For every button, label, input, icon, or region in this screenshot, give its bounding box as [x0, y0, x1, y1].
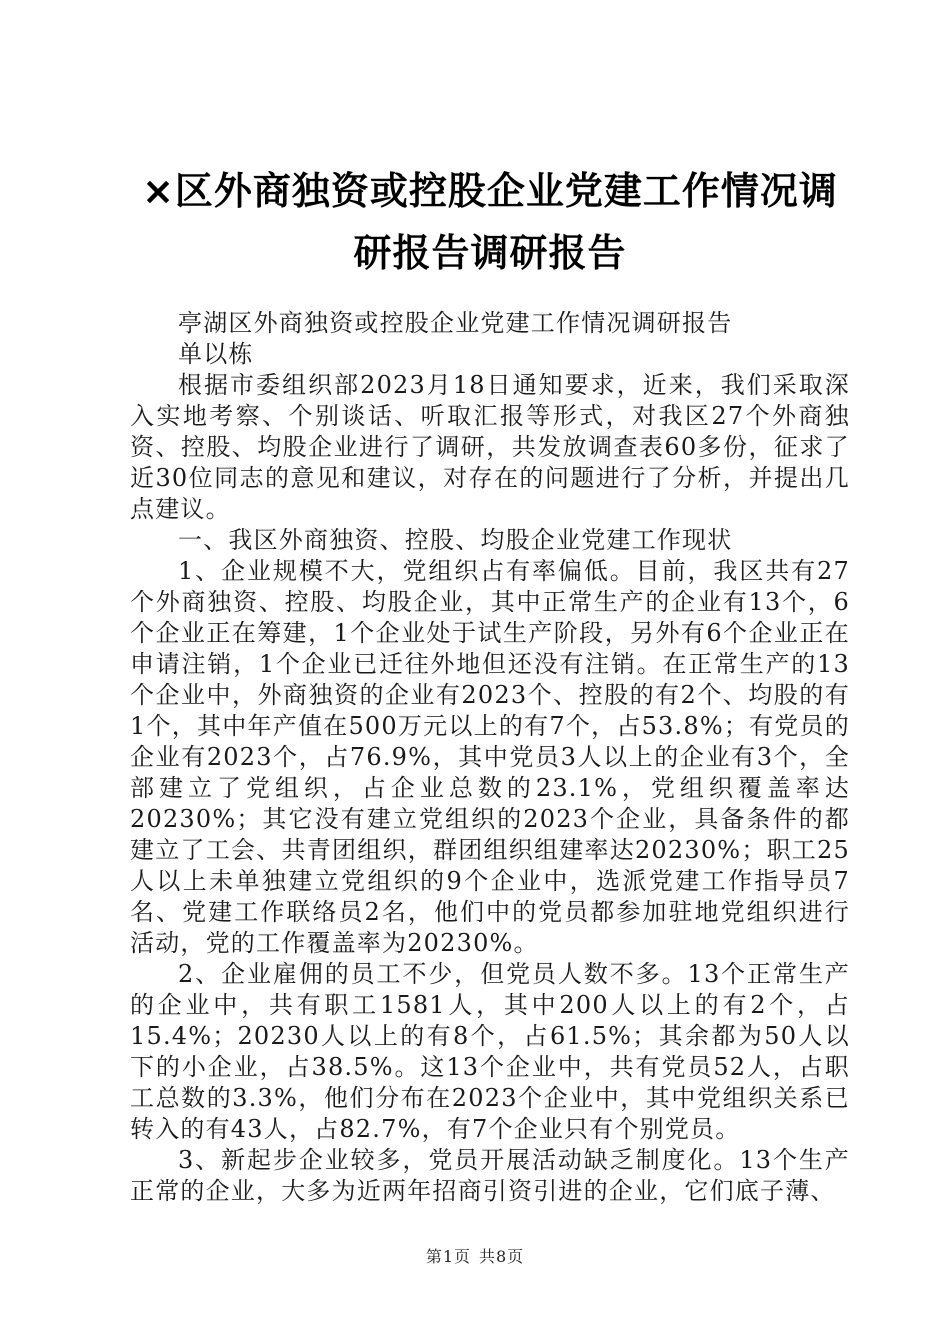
document-title: ×区外商独资或控股企业党建工作情况调研报告调研报告	[142, 169, 838, 275]
body-paragraph: 3、新起步企业较多，党员开展活动缺乏制度化。13个生产正常的企业，大多为近两年招商引资引进的企业，它们底子薄、	[130, 1146, 850, 1205]
page-footer	[0, 1244, 950, 1267]
report-subtitle: 亭湖区外商独资或控股企业党建工作情况调研报告	[178, 309, 733, 337]
author-name: 单以栋	[178, 340, 254, 368]
document-body	[130, 308, 850, 1207]
page-number: 第1页	[425, 1247, 471, 1266]
body-paragraph: 1、企业规模不大，党组织占有率偏低。目前，我区共有27个外商独资、控股、均股企业，其中正常生产的企业有13个，6个企业正在筹建，1个企业处于试生产阶段，另外有6个企业正在申请注销，1个企业已迁往外地但还没有注销。在正常生产的13个企业中，外商独资的企业有2023个、控股的有2个、均股的有1个，其中年产值在500万元以上的有7个，占53.8%；有党员的企业有2023个，占76.9%，其中党员3人以上的企业有3个，全部建立了党组织，占企业总数的23.1%，党组织覆盖率达20230%；其它没有建立党组织的2023个企业，具备条件的都建立了工会、共青团组织，群团组织组建率达20230%；职工25人以上未单独建立党组织的9个企业中，选派党建工作指导员7名、党建工作联络员2名，他们中的党员都参加驻地党组织进行活动，党的工作覆盖率为20230%。	[130, 557, 850, 957]
body-paragraph: 根据市委组织部2023月18日通知要求，近来，我们采取深入实地考察、个别谈话、听取汇报等形式，对我区27个外商独资、控股、均股企业进行了调研，共发放调查表60多份，征求了近30位同志的意见和建议，对存在的问题进行了分析，并提出几点建议。	[130, 371, 850, 523]
page-total: 共8页	[479, 1247, 525, 1266]
section-heading: 一、我区外商独资、控股、均股企业党建工作现状	[178, 526, 733, 554]
body-paragraph: 2、企业雇佣的员工不少，但党员人数不多。13个正常生产的企业中，共有职工1581人，其中200人以上的有2个，占15.4%；20230人以上的有8个，占61.5%；其余都为50人以下的小企业，占38.5%。这13个企业中，共有党员52人，占职工总数的3.3%，他们分布在2023个企业中，其中党组织关系已转入的有43人，占82.7%，有7个企业只有个别党员。	[130, 960, 850, 1143]
